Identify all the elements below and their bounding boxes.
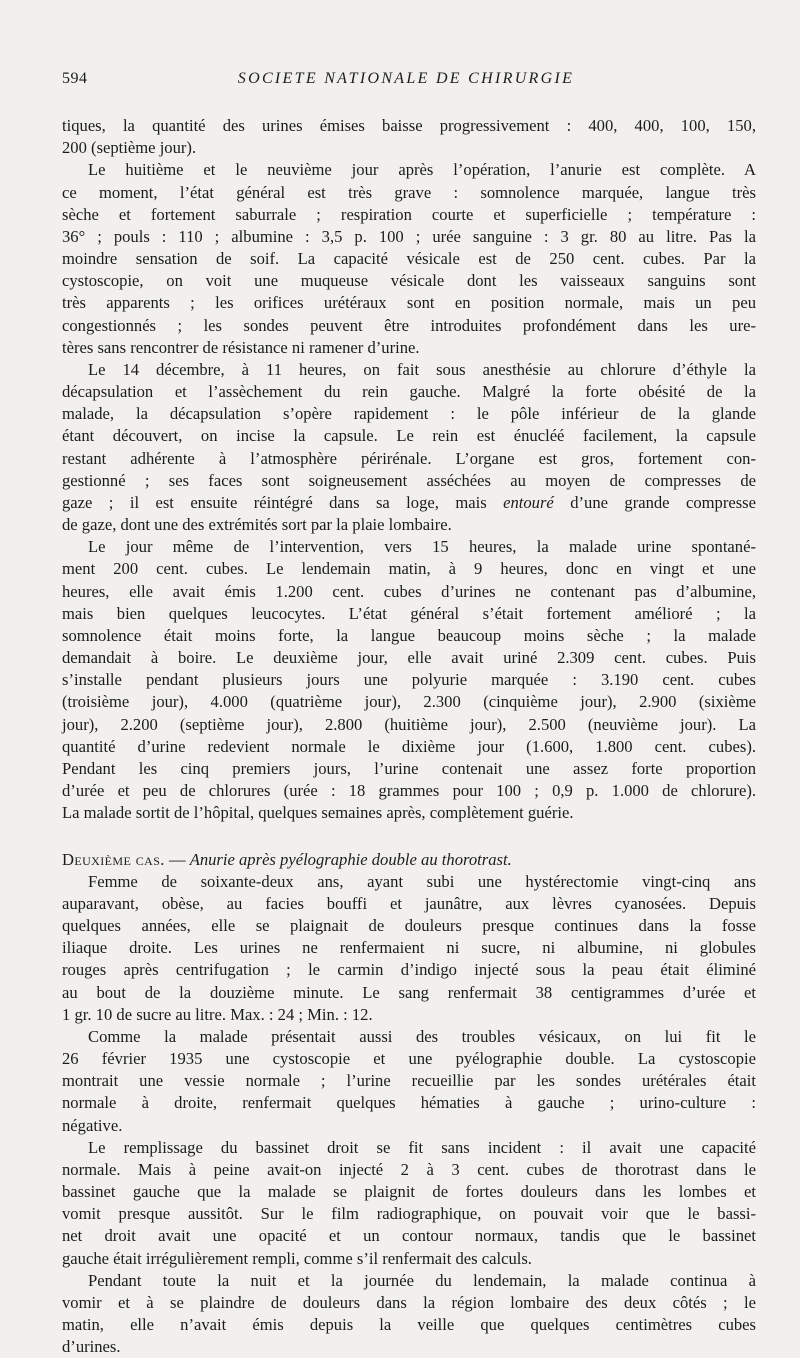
text-line: tères sans rencontrer de résistance ni ramener d’urine.	[62, 337, 420, 357]
paragraph	[62, 159, 756, 359]
case-label: Deuxième cas.	[62, 849, 165, 869]
text-line: Le jour même de l’intervention, vers 15 heures, la malade urine spontané-	[88, 537, 756, 557]
text-line: rouges après centrifugation ; le carmin d’indigo injecté sous la peau était éliminé	[62, 960, 756, 980]
paragraph	[62, 1026, 756, 1137]
text-line: 36° ; pouls : 110 ; albumine : 3,5 p. 100 ; urée sanguine : 3 gr. 80 au litre. Pas la	[62, 226, 756, 246]
text-line: tiques, la quantité des urines émises baisse progressivement : 400, 400, 100, 150,	[62, 116, 756, 135]
paragraph	[62, 871, 756, 1026]
text-line: auparavant, obèse, au facies bouffi et jaunâtre, aux lèvres cyanosées. Depuis	[62, 893, 756, 913]
text-line: de gaze, dont une des extrémités sort par la plaie lombaire.	[62, 515, 452, 535]
text-line: 200 (septième jour).	[62, 138, 197, 158]
text-line: demandait à boire. Le deuxième jour, elle avait uriné 2.309 cent. cubes. Puis	[62, 648, 756, 668]
text-line: Le remplissage du bassinet droit se fit sans incident : il avait une capacité	[88, 1137, 756, 1157]
text-line: mais bien quelques leucocytes. L’état général s’était fortement amélioré ; la	[62, 603, 756, 623]
text-line: quantité d’urine redevient normale le dixième jour (1.600, 1.800 cent. cubes).	[62, 736, 756, 756]
section-spacer	[62, 825, 756, 849]
paragraph-group-first-case	[62, 115, 756, 359]
text-line: gestionné ; ses faces sont soigneusement asséchées au moyen de compresses de	[62, 470, 756, 490]
text-line: somnolence était moins forte, la langue beaucoup moins sèche ; la malade	[62, 625, 756, 645]
text-line: vomit presque aussitôt. Sur le film radiographique, on pouvait voir que le bassi-	[62, 1204, 756, 1224]
text-line: Comme la malade présentait aussi des troubles vésicaux, on lui fit le	[88, 1026, 756, 1046]
text-line: congestionnés ; les sondes peuvent être introduites profondément dans les ure-	[62, 315, 756, 335]
text-line: normale à droite, renfermait quelques hématies à gauche ; urino-culture :	[62, 1093, 756, 1113]
text-line: d’urée et peu de chlorures (urée : 18 grammes pour 100 ; 0,9 p. 1.000 de chlorure).	[62, 781, 756, 801]
text-line: montrait une vessie normale ; l’urine recueillie par les sondes urétérales était	[62, 1071, 756, 1091]
text-line: moindre sensation de soif. La capacité vésicale est de 250 cent. cubes. Par la	[62, 249, 756, 269]
text-line: décapsulation et l’assèchement du rein gauche. Malgré la forte obésité de la	[62, 382, 756, 402]
text-line: au bout de la douzième minute. Le sang renfermait 38 centigrammes d’urée et	[62, 982, 756, 1002]
journal-title: SOCIETE NATIONALE DE CHIRURGIE	[237, 70, 575, 87]
text-line: ment 200 cent. cubes. Le lendemain matin, à 9 heures, donc en vingt et une	[62, 559, 756, 579]
text-line: s’installe pendant plusieurs jours une polyurie marquée : 3.190 cent. cubes	[62, 670, 756, 690]
page-number: 594	[62, 70, 88, 87]
text-line: cystoscopie, on voit une muqueuse vésicale dont les vaisseaux sanguins sont	[62, 271, 756, 291]
body-text	[62, 115, 756, 1358]
text-line: iliaque droite. Les urines ne renfermaient ni sucre, ni albumine, ni globules	[62, 938, 756, 958]
text-line: 1 gr. 10 de sucre au litre. Max. : 24 ; Min. : 12.	[62, 1004, 373, 1024]
text-line: quelques années, elle se plaignait de douleurs presque continues dans la fosse	[62, 916, 756, 936]
em-dash: —	[164, 849, 190, 869]
text-line: Femme de soixante-deux ans, ayant subi une hystérectomie vingt-cinq ans	[88, 871, 756, 891]
text-line: normale. Mais à peine avait-on injecté 2 à 3 cent. cubes de thorotrast dans le	[62, 1159, 756, 1179]
paragraph	[62, 536, 756, 824]
text-line: d’urines.	[62, 1337, 121, 1357]
text-line: net droit avait une opacité et un contour normaux, tandis que le bassinet	[62, 1226, 756, 1246]
paragraph-decapsulation	[62, 359, 756, 536]
case-subtitle: Anurie après pyélographie double au thorotrast.	[189, 849, 512, 869]
second-case-heading	[62, 849, 756, 871]
text-line: ce moment, l’état général est très grave : somnolence marquée, langue très	[62, 182, 756, 202]
text-line: Le huitième et le neuvième jour après l’opération, l’anurie est complète. A	[88, 160, 756, 180]
paragraph	[62, 115, 756, 159]
paragraph	[62, 1270, 756, 1358]
running-head	[62, 70, 750, 96]
paragraph-group-second-case	[62, 871, 756, 1358]
text-line: Pendant les cinq premiers jours, l’urine contenait une assez forte proportion	[62, 758, 756, 778]
text-line: sèche et fortement saburrale ; respiration courte et superficielle ; température :	[62, 204, 756, 224]
text-line: Le 14 décembre, à 11 heures, on fait sous anesthésie au chlorure d’éthyle la	[88, 359, 756, 379]
text-line: étant découvert, on incise la capsule. Le rein est énucléé facilement, la capsule	[62, 426, 756, 446]
text-line: gaze ; il est ensuite réintégré dans sa loge, mais entouré d’une grande compresse	[62, 492, 756, 512]
text-line: très apparents ; les orifices urétéraux sont en position normale, mais un peu	[62, 293, 756, 313]
text-line: (troisième jour), 4.000 (quatrième jour), 2.300 (cinquième jour), 2.900 (sixième	[62, 692, 756, 712]
text-line: malade, la décapsulation s’opère rapidement : le pôle inférieur de la glande	[62, 404, 756, 424]
text-line: bassinet gauche que la malade se plaignit de fortes douleurs dans les lombes et	[62, 1182, 756, 1202]
text-line: restant adhérente à l’atmosphère périrénale. L’organe est gros, fortement con-	[62, 448, 756, 468]
text-line: 26 février 1935 une cystoscopie et une pyélographie double. La cystoscopie	[62, 1049, 756, 1069]
emphasis-entoure: entouré	[503, 492, 554, 512]
text-line: Pendant toute la nuit et la journée du lendemain, la malade continua à	[88, 1270, 756, 1290]
text-line: heures, elle avait émis 1.200 cent. cubes d’urines ne contenant pas d’albumine,	[62, 581, 756, 601]
text-line: négative.	[62, 1115, 123, 1135]
text-line: jour), 2.200 (septième jour), 2.800 (huitième jour), 2.500 (neuvième jour). La	[62, 714, 756, 734]
text-line: matin, elle n’avait émis depuis la veille que quelques centimètres cubes	[62, 1315, 756, 1335]
text-line: La malade sortit de l’hôpital, quelques semaines après, complètement guérie.	[62, 803, 574, 823]
text-line: vomir et à se plaindre de douleurs dans la région lombaire des deux côtés ; le	[62, 1292, 756, 1312]
text-line: gauche était irrégulièrement rempli, comme s’il renfermait des calculs.	[62, 1248, 532, 1268]
paragraph-group-outcome	[62, 536, 756, 824]
paragraph	[62, 1137, 756, 1270]
